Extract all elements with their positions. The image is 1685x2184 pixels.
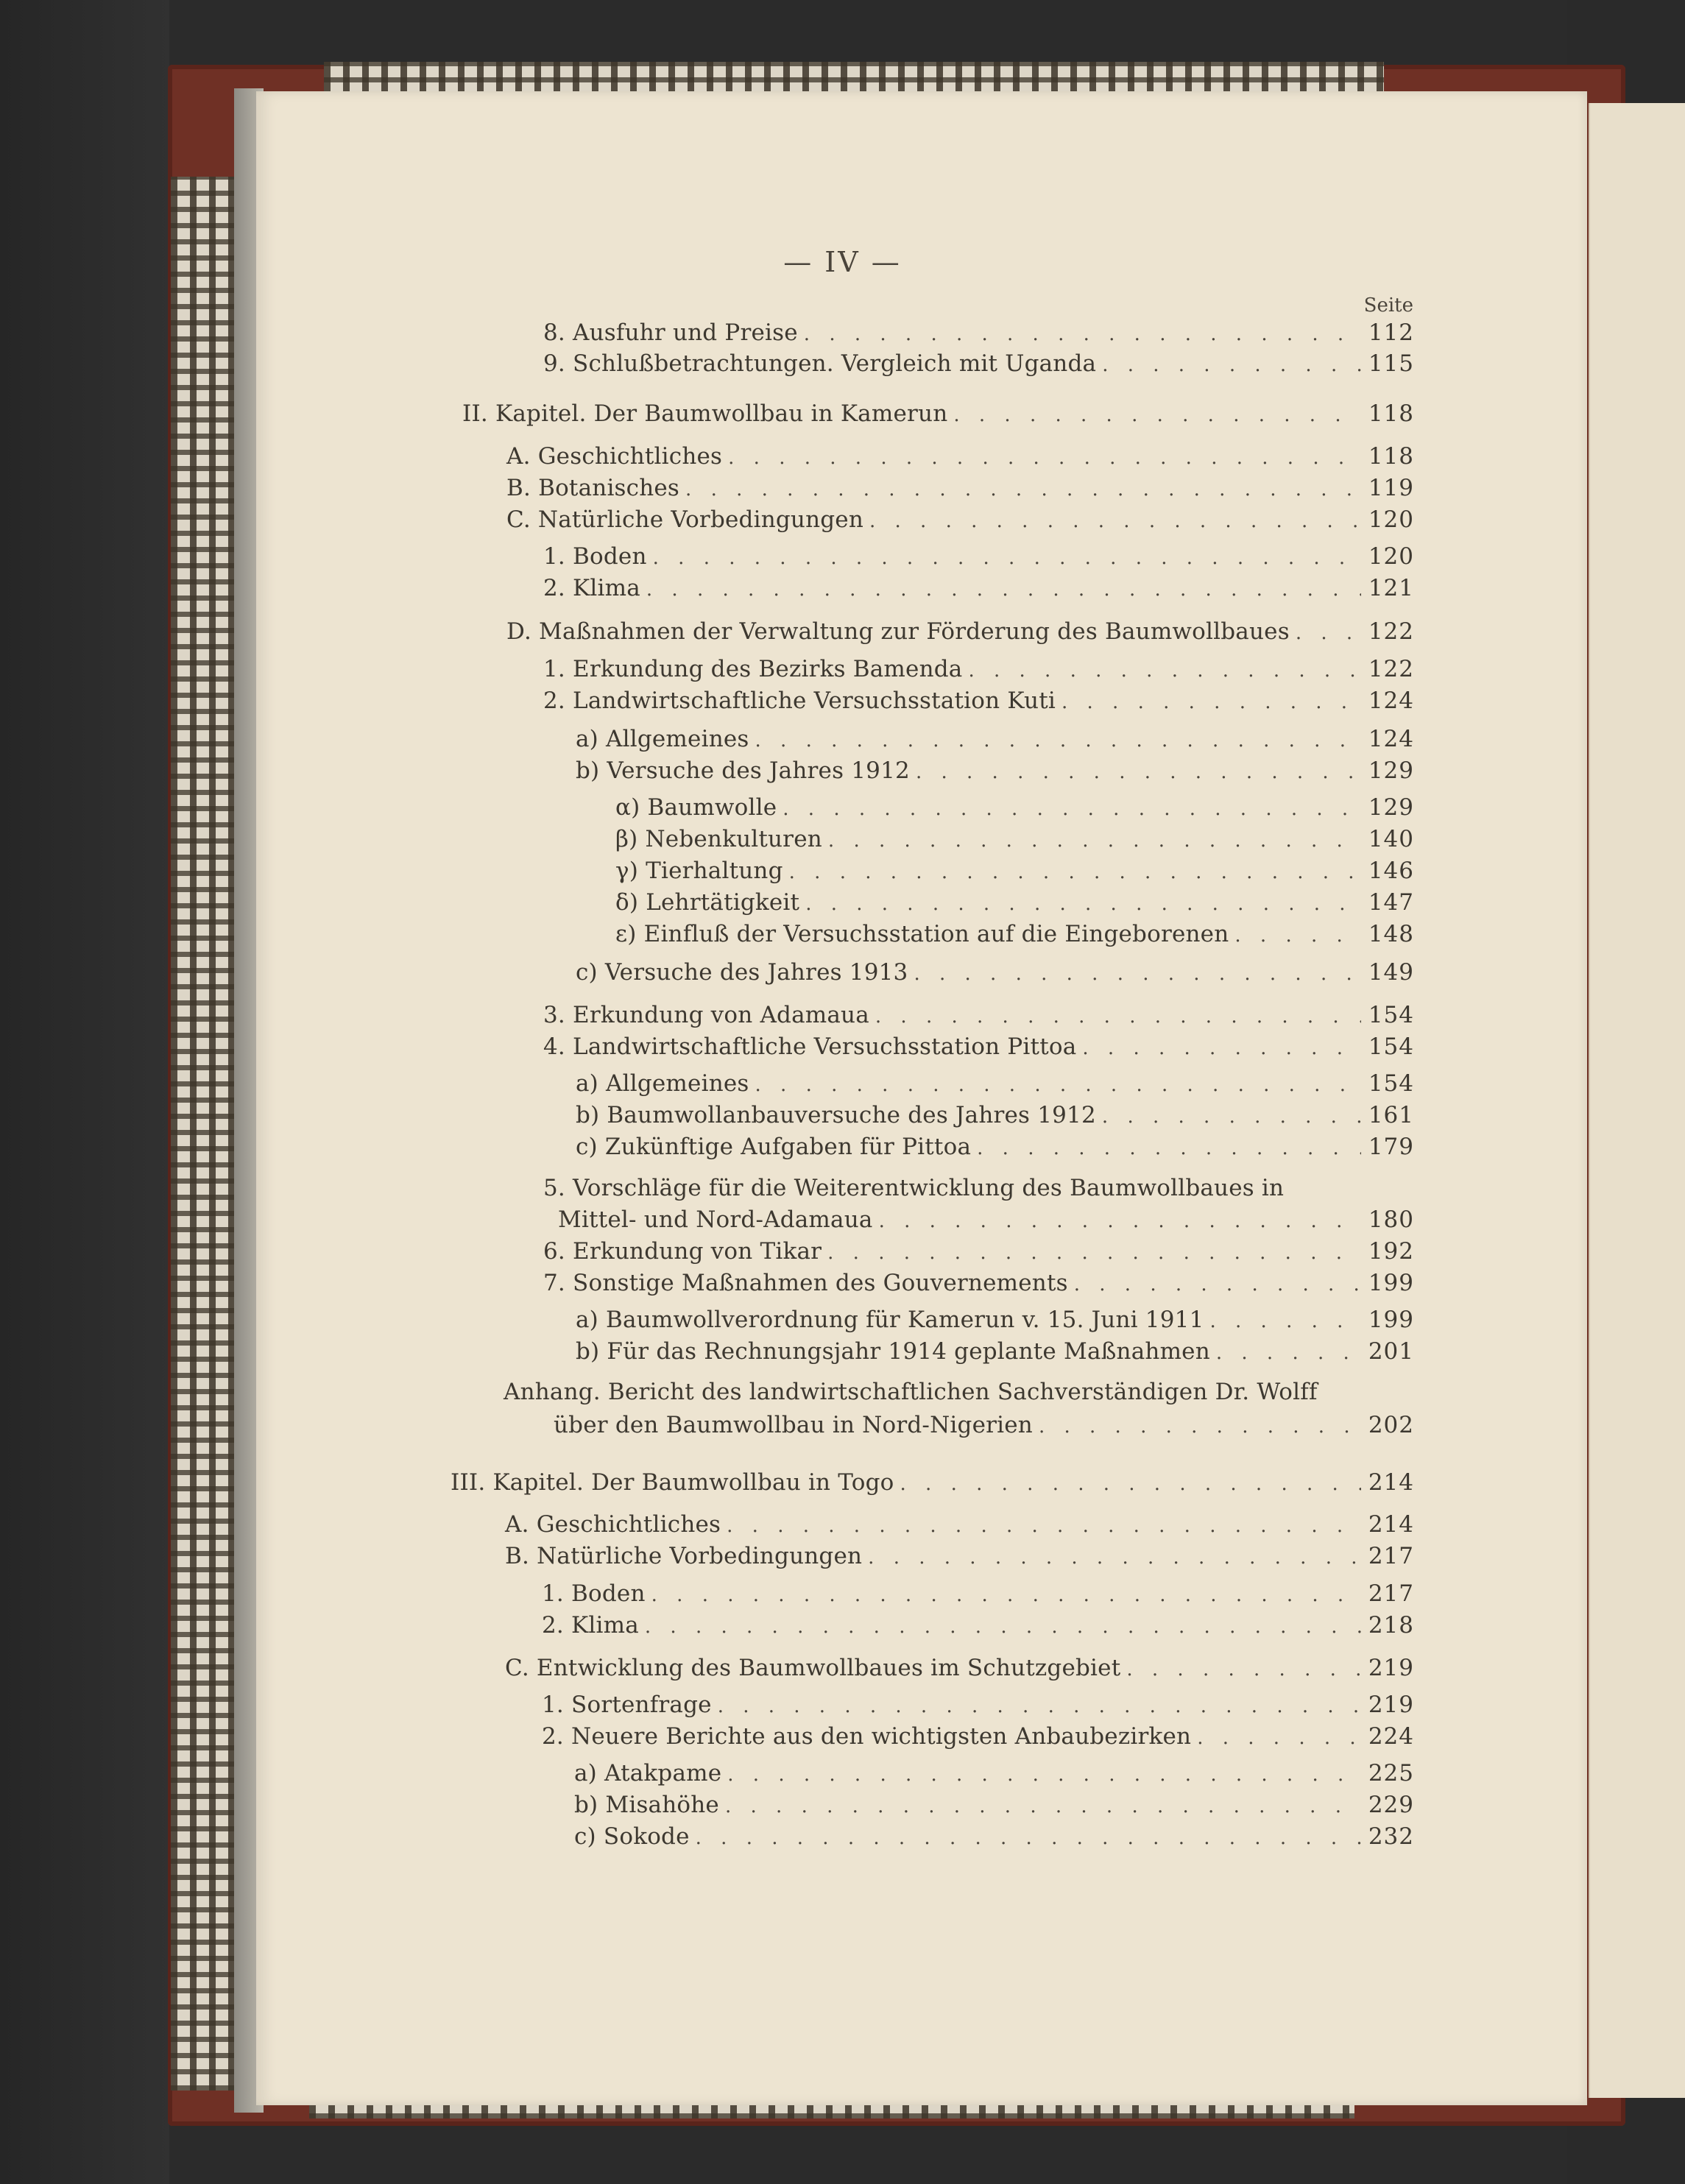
- toc-entry-title: c) Sokode: [574, 1823, 690, 1850]
- toc-entry-page: 154: [1368, 1002, 1414, 1028]
- toc-entry-page: 201: [1368, 1338, 1414, 1365]
- toc-entry-page: 192: [1368, 1238, 1414, 1265]
- toc-entry: [542, 1611, 1414, 1640]
- toc-entry-page: 122: [1368, 656, 1414, 682]
- toc-entry-title: 2. Klima: [543, 575, 640, 601]
- toc-entry-title: C. Natürliche Vorbedingungen: [506, 506, 863, 533]
- toc-entry-title: b) Versuche des Jahres 1912: [576, 757, 910, 784]
- toc-entry-page: 149: [1368, 959, 1414, 986]
- toc-entry: [506, 505, 1414, 534]
- toc-entry-title: δ) Lehrtätigkeit: [615, 889, 800, 916]
- toc-entry-page: 180: [1368, 1206, 1414, 1233]
- toc-entry-title: 6. Erkundung von Tikar: [543, 1238, 822, 1265]
- toc-entry-page: 202: [1368, 1412, 1414, 1438]
- toc-entry: [576, 1337, 1414, 1366]
- toc-entry-title: über den Baumwollbau in Nord-Nigerien: [554, 1412, 1033, 1438]
- leader-dots: [646, 575, 1361, 604]
- toc-entry-title: α) Baumwolle: [615, 794, 777, 821]
- toc-entry-page: 218: [1368, 1612, 1414, 1639]
- leader-dots: [645, 1612, 1361, 1641]
- leader-dots: [875, 1002, 1361, 1031]
- toc-entry: [543, 1173, 1414, 1203]
- leader-dots: [755, 1070, 1361, 1100]
- toc-entry-title: c) Versuche des Jahres 1913: [576, 959, 908, 986]
- toc-entry-page: 154: [1368, 1033, 1414, 1060]
- leader-dots: [879, 1206, 1361, 1236]
- toc-entry: [576, 1100, 1414, 1130]
- toc-entry-page: 121: [1368, 575, 1414, 601]
- toc-entry: [543, 349, 1414, 378]
- toc-entry-page: 120: [1368, 543, 1414, 570]
- toc-entry-title: 9. Schlußbetrachtungen. Vergleich mit Uganda: [543, 350, 1097, 377]
- toc-entry-title: III. Kapitel. Der Baumwollbau in Togo: [451, 1469, 894, 1496]
- leader-dots: [1126, 1655, 1360, 1684]
- background-left: [0, 0, 169, 2184]
- toc-entry-title: a) Allgemeines: [576, 1070, 749, 1097]
- toc-entry: [576, 756, 1414, 785]
- leader-dots: [827, 1238, 1361, 1268]
- toc-entry: [506, 473, 1414, 503]
- leader-dots: [1197, 1723, 1361, 1753]
- toc-entry-title: 4. Landwirtschaftliche Versuchsstation Pittoa: [543, 1033, 1077, 1060]
- toc-chapter-heading: [451, 1468, 1414, 1497]
- toc-entry: [576, 724, 1414, 754]
- leader-dots: [651, 1580, 1361, 1610]
- toc-entry-title: 3. Erkundung von Adamaua: [543, 1002, 869, 1028]
- toc-entry-page: 118: [1368, 400, 1414, 427]
- toc-entry: [576, 1305, 1414, 1335]
- leader-dots: [916, 757, 1361, 787]
- toc-entry: [504, 1377, 1414, 1407]
- toc-entry-page: 214: [1368, 1511, 1414, 1538]
- toc-entry: [543, 1000, 1414, 1030]
- toc-entry-page: 122: [1368, 618, 1414, 645]
- toc-entry: [615, 793, 1414, 822]
- toc-entry-title: 2. Landwirtschaftliche Versuchsstation Kuti: [543, 688, 1056, 714]
- toc-entry: [543, 318, 1414, 347]
- leader-dots: [1061, 688, 1361, 717]
- toc-entry-title: b) Für das Rechnungsjahr 1914 geplante Maßnahmen: [576, 1338, 1210, 1365]
- leader-dots: [685, 475, 1361, 504]
- toc-entry-title: 7. Sonstige Maßnahmen des Gouvernements: [543, 1270, 1068, 1296]
- toc-entry: [615, 824, 1414, 854]
- leader-dots: [1039, 1412, 1361, 1441]
- toc-entry-title: 1. Boden: [542, 1580, 646, 1607]
- leader-dots: [1102, 350, 1361, 380]
- toc-entry-page: 129: [1368, 757, 1414, 784]
- leader-dots: [1082, 1033, 1360, 1063]
- leader-dots: [783, 794, 1361, 824]
- leader-dots: [725, 1792, 1361, 1821]
- toc-entry-page: 229: [1368, 1792, 1414, 1818]
- leader-dots: [1234, 921, 1360, 950]
- toc-entry: [542, 1579, 1414, 1608]
- toc-entry: [576, 958, 1414, 987]
- leader-dots: [953, 400, 1360, 430]
- toc-entry: [543, 1268, 1414, 1298]
- leader-dots: [718, 1692, 1361, 1721]
- toc-entry-title: 8. Ausfuhr und Preise: [543, 319, 798, 346]
- toc-entry-page: 161: [1368, 1102, 1414, 1128]
- toc-entry-page: 214: [1368, 1469, 1414, 1496]
- toc-entry: [543, 1032, 1414, 1061]
- toc-entry-title: 2. Klima: [542, 1612, 639, 1639]
- toc-entry: [542, 1690, 1414, 1720]
- toc-entry-title: b) Baumwollanbauversuche des Jahres 1912: [576, 1102, 1096, 1128]
- toc-entry-page: 124: [1368, 688, 1414, 714]
- leader-dots: [1296, 618, 1361, 648]
- toc-entry: [615, 919, 1414, 949]
- toc-entry-title: b) Misahöhe: [574, 1792, 719, 1818]
- toc-entry: [505, 1541, 1414, 1571]
- toc-entry-title: a) Atakpame: [574, 1760, 722, 1787]
- leader-dots: [789, 858, 1361, 887]
- leader-dots: [805, 889, 1361, 919]
- toc-entry: [543, 1237, 1414, 1266]
- leader-dots: [755, 726, 1361, 755]
- leader-dots: [1102, 1102, 1361, 1131]
- toc-entry-title: c) Zukünftige Aufgaben für Pittoa: [576, 1134, 972, 1160]
- toc-entry-title: ε) Einfluß der Versuchsstation auf die Eingeborenen: [615, 921, 1229, 947]
- toc-entry-page: 129: [1368, 794, 1414, 821]
- toc-entry: [505, 1653, 1414, 1683]
- leader-dots: [727, 1511, 1361, 1541]
- toc-entry: [558, 1205, 1414, 1234]
- toc-entry: [615, 888, 1414, 917]
- toc-entry-title: A. Geschichtliches: [506, 443, 723, 470]
- toc-entry-title: 2. Neuere Berichte aus den wichtigsten Anbaubezirken: [542, 1723, 1192, 1750]
- toc-entry-page: 118: [1368, 443, 1414, 470]
- leader-dots: [968, 656, 1360, 685]
- toc-entry: [506, 617, 1414, 646]
- leader-dots: [696, 1823, 1361, 1853]
- toc-entry-title: 5. Vorschläge für die Weiterentwicklung des Baumwollbaues in: [543, 1175, 1285, 1201]
- toc-entry-page: 225: [1368, 1760, 1414, 1787]
- page-number: — IV —: [783, 246, 902, 278]
- toc-entry: [543, 686, 1414, 715]
- toc-entry-title: 1. Erkundung des Bezirks Bamenda: [543, 656, 963, 682]
- leader-dots: [869, 506, 1361, 536]
- facing-page-edge: [1589, 103, 1685, 2098]
- toc-entry-title: II. Kapitel. Der Baumwollbau in Kamerun: [462, 400, 948, 427]
- leader-dots: [1074, 1270, 1361, 1299]
- toc-entry-page: 112: [1368, 319, 1414, 346]
- toc-entry-title: Anhang. Bericht des landwirtschaftlichen Sachverständigen Dr. Wolff: [504, 1379, 1318, 1405]
- toc-entry: [574, 1822, 1414, 1851]
- toc-entry-title: C. Entwicklung des Baumwollbaues im Schutzgebiet: [505, 1655, 1121, 1681]
- toc-entry-title: 1. Boden: [543, 543, 647, 570]
- leader-dots: [1216, 1338, 1361, 1368]
- toc-entry-title: D. Maßnahmen der Verwaltung zur Förderung des Baumwollbaues: [506, 618, 1290, 645]
- toc-entry-page: 120: [1368, 506, 1414, 533]
- toc-entry: [574, 1759, 1414, 1788]
- toc-entry-title: γ) Tierhaltung: [615, 858, 783, 884]
- toc-entry-title: B. Natürliche Vorbedingungen: [505, 1543, 863, 1569]
- toc-entry-page: 219: [1368, 1692, 1414, 1718]
- leader-dots: [727, 1760, 1361, 1789]
- toc-entry-title: Mittel- und Nord-Adamaua: [558, 1206, 873, 1233]
- toc-entry: [615, 856, 1414, 886]
- toc-entry-title: β) Nebenkulturen: [615, 826, 822, 852]
- toc-entry-page: 115: [1368, 350, 1414, 377]
- toc-entry-page: 217: [1368, 1580, 1414, 1607]
- toc-entry: [505, 1510, 1414, 1539]
- toc-entry-title: a) Allgemeines: [576, 726, 749, 752]
- marbled-endpaper-left: [171, 177, 234, 2091]
- toc-entry-page: 199: [1368, 1307, 1414, 1333]
- toc-entry-title: A. Geschichtliches: [505, 1511, 721, 1538]
- toc-entry: [542, 1722, 1414, 1751]
- leader-dots: [728, 443, 1361, 473]
- toc-entry: [554, 1410, 1414, 1440]
- toc-entry-page: 199: [1368, 1270, 1414, 1296]
- leader-dots: [653, 543, 1361, 573]
- toc-entry: [574, 1790, 1414, 1820]
- toc-entry: [576, 1132, 1414, 1162]
- leader-dots: [914, 959, 1360, 989]
- toc-entry: [543, 654, 1414, 684]
- leader-dots: [868, 1543, 1361, 1572]
- toc-entry-page: 154: [1368, 1070, 1414, 1097]
- toc-entry-page: 232: [1368, 1823, 1414, 1850]
- toc-entry-page: 147: [1368, 889, 1414, 916]
- toc-entry-page: 140: [1368, 826, 1414, 852]
- toc-entry-page: 219: [1368, 1655, 1414, 1681]
- toc-entry-page: 217: [1368, 1543, 1414, 1569]
- page-column-header: Seite: [1363, 294, 1413, 317]
- toc-entry-title: B. Botanisches: [506, 475, 680, 501]
- toc-entry-page: 146: [1368, 858, 1414, 884]
- toc-entry: [506, 442, 1414, 471]
- toc-entry: [543, 573, 1414, 603]
- toc-entry-page: 148: [1368, 921, 1414, 947]
- toc-entry-title: 1. Sortenfrage: [542, 1692, 712, 1718]
- toc-entry: [543, 542, 1414, 571]
- toc-chapter-heading: [462, 399, 1414, 428]
- leader-dots: [828, 826, 1361, 855]
- toc-entry-page: 224: [1368, 1723, 1414, 1750]
- toc-entry-page: 119: [1368, 475, 1414, 501]
- leader-dots: [977, 1134, 1361, 1163]
- toc-entry-page: 179: [1368, 1134, 1414, 1160]
- leader-dots: [900, 1469, 1361, 1499]
- leader-dots: [1210, 1307, 1361, 1336]
- toc-entry: [576, 1069, 1414, 1098]
- leader-dots: [804, 319, 1361, 349]
- toc-entry-page: 124: [1368, 726, 1414, 752]
- toc-entry-title: a) Baumwollverordnung für Kamerun v. 15. Juni 1911: [576, 1307, 1204, 1333]
